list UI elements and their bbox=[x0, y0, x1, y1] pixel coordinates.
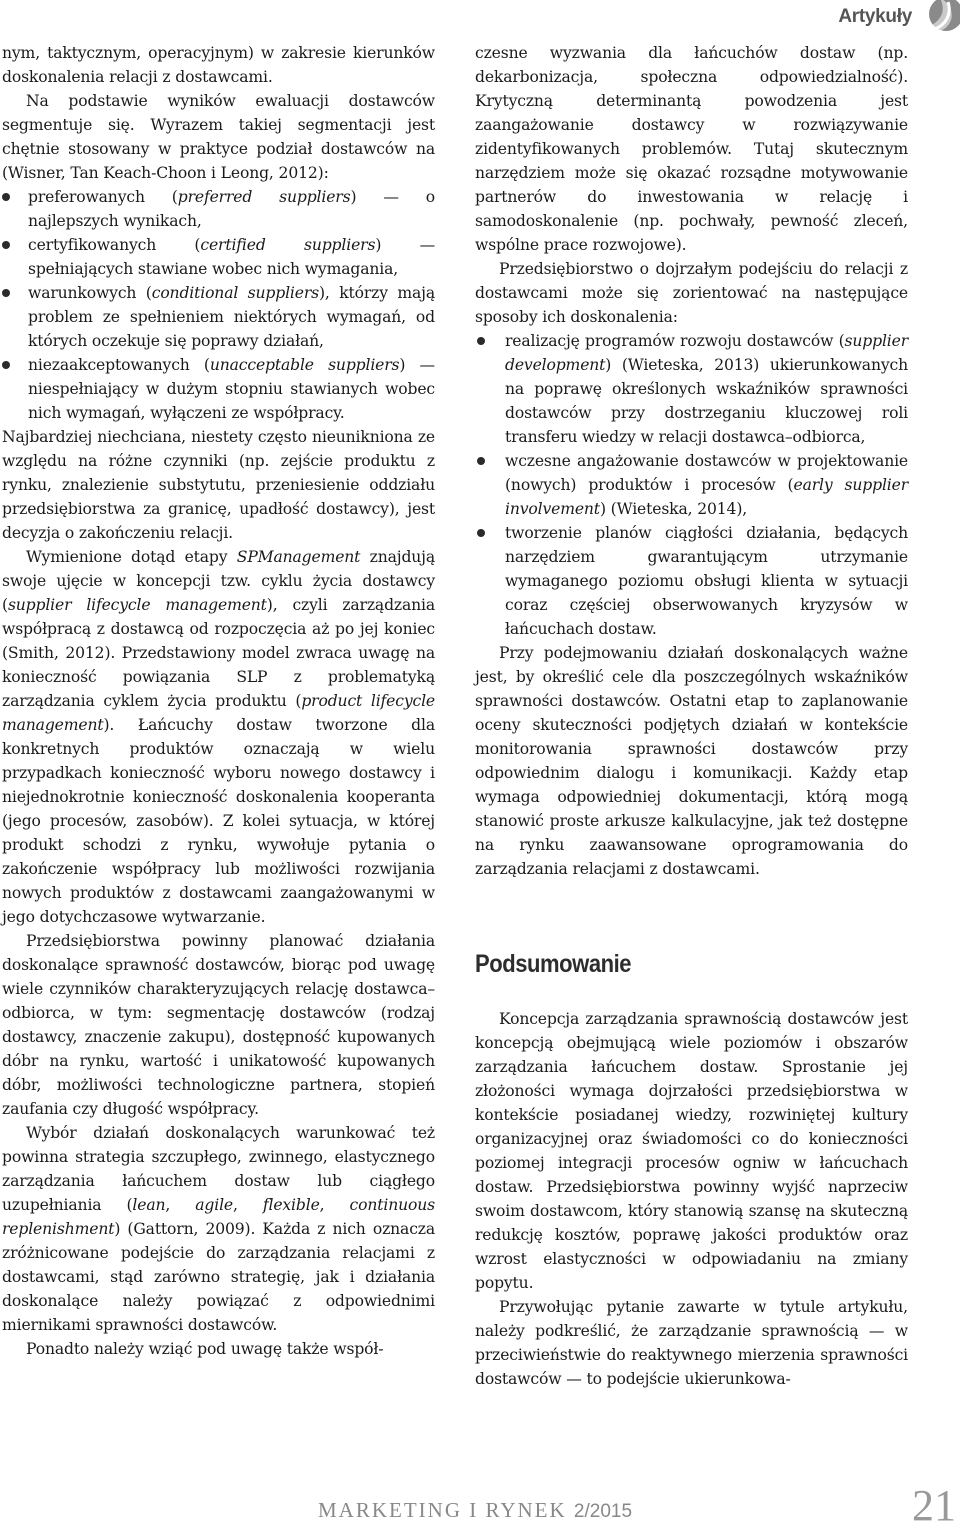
paragraph: Na podstawie wyników ewaluacji dostawców segmentuje się. Wyrazem takiej segmentacji jest chętnie stosowany w praktyce podział dostawców na (Wisner, Tan Keach-Choon i Leong, 2012): bbox=[2, 92, 435, 182]
paragraph: Wybór działań doskonalących warunkować też powinna strategia szczupłego, zwinnego, elastycznego zarządzania łańcuchem dostaw lub ciągłego uzupełniania (lean, agile, flexible, continuous replenishment) (Gattorn, 2009). Każda z nich oznacza zróżnicowane podejście do zarządzania relacjami z dostawcami, stąd zarówno strategię, jak i działania doskonalące należy powiązać z odpowiednimi miernikami sprawności dostawców. bbox=[2, 1124, 435, 1334]
list-item: preferowanych (preferred suppliers) — o najlepszych wynikach, bbox=[2, 185, 435, 233]
paragraph: Przy podejmowaniu działań doskonalących ważne jest, by określić cele dla poszczególnych wskaźników sprawności dostawców. Ostatni etap to zaplanowanie oceny skuteczności podjętych działań w kontekście monitorowania sprawności dostawców przy odpowiednim dialogu i komunikacji. Każdy etap wymaga odpowiedniej dokumentacji, którą mogą stanowić proste arkusze kalkulacyjne, jak też dostępne na rynku zaawansowane oprogramowania do zarządzania relacjami z dostawcami. bbox=[475, 644, 908, 878]
paragraph: Przywołując pytanie zawarte w tytule artykułu, należy podkreślić, że zarządzanie sprawnością — w przeciwieństwie do reaktywnego mierzenia sprawności dostawców — to podejście ukierunkowa- bbox=[475, 1298, 908, 1388]
paragraph: Ponadto należy wziąć pod uwagę także współ- bbox=[26, 1340, 384, 1358]
paragraph: Przedsiębiorstwo o dojrzałym podejściu do relacji z dostawcami może się zorientować na następujące sposoby ich doskonalenia: bbox=[475, 260, 908, 326]
page-number: 21 bbox=[912, 1481, 956, 1530]
improvement-methods-list bbox=[475, 329, 908, 641]
paragraph: czesne wyzwania dla łańcuchów dostaw (np. dekarbonizacja, społeczna odpowiedzialność). Krytyczną determinantą powodzenia jest zaangażowanie dostawcy w rozwiązywanie zidentyfikowanych problemów. Tutaj skutecznym narzędziem może się okazać rozsądne motywowanie partnerów do inwestowania w relację i samodoskonalenie (np. pochwały, pewność zleceń, wspólne prace rozwojowe). bbox=[475, 44, 908, 254]
list-item: certyfikowanych (certified suppliers) — spełniających stawiane wobec nich wymagania, bbox=[2, 233, 435, 281]
paragraph: Wymienione dotąd etapy SPManagement znajdują swoje ujęcie w koncepcji tzw. cyklu życia dostawcy (supplier lifecycle management), czyli zarządzania współpracą z dostawcą od rozpoczęcia aż po jej koniec (Smith, 2012). Przedstawiony model zwraca uwagę na konieczność powiązania SLP z problematyką zarządzania cyklem życia produktu (product lifecycle management). Łańcuchy dostaw tworzone dla konkretnych produktów oznaczają w wielu przypadkach konieczność wyboru nowego dostawcy i niejednokrotnie konieczność doskonalenia kooperanta (jego procesów, zasobów). Z kolei sytuacja, w której produkt schodzi z rynku, wywołuje pytania o zakończenie współpracy lub możliwości rozwijania nowych produktów z dostawcami zaangażowanymi w jego dotychczasowe wytwarzanie. bbox=[2, 548, 436, 926]
swoosh-circle-icon bbox=[916, 0, 960, 36]
list-item: realizację programów rozwoju dostawców (supplier development) (Wieteska, 2013) ukierunkowanych na poprawę określonych wskaźników sprawności dostawców przy dostrzeganiu kluczowej roli transferu wiedzy w relacji dostawca–odbiorca, bbox=[475, 329, 908, 449]
issue-number: 2/2015 bbox=[573, 1501, 633, 1522]
supplier-segments-list bbox=[2, 185, 435, 425]
section-tag: Artykuły bbox=[838, 6, 912, 27]
left-column bbox=[2, 41, 435, 1361]
list-item: warunkowych (conditional suppliers), którzy mają problem ze spełnieniem niektórych wymagań, od których oczekuje się poprawy działań, bbox=[2, 281, 435, 353]
list-item: wczesne angażowanie dostawców w projektowanie (nowych) produktów i procesów (early supplier involvement) (Wieteska, 2014), bbox=[475, 449, 908, 521]
section-heading: Podsumowanie bbox=[475, 950, 632, 978]
list-item: tworzenie planów ciągłości działania, będących narzędziem gwarantującym utrzymanie wymaganego poziomu obsługi klienta w sytuacji coraz częściej obserwowanych kryzysów w łańcuchach dostaw. bbox=[475, 521, 908, 641]
paragraph: Najbardziej niechciana, niestety często nieunikniona ze względu na różne czynniki (np. zejście produktu z rynku, znalezienie substytutu, przeniesienie oddziału przedsiębiorstwa za granicę, upadłość dostawcy), jest decyzja o zakończeniu relacji. bbox=[2, 428, 435, 542]
journal-name: MARKETING I RYNEK 2/2015 bbox=[318, 1498, 633, 1522]
paragraph: Koncepcja zarządzania sprawnością dostawców jest koncepcją obejmującą wiele poziomów i obszarów zarządzania łańcuchem dostaw. Sprostanie jej złożoności wymaga dojrzałości przedsiębiorstwa w kontekście posiadanej wiedzy, rozwiniętej kultury organizacyjnej oraz świadomości co do konieczności poziomej integracji procesów ogniw w łańcuchach dostaw. Przedsiębiorstwa powinny wyjść naprzeciw swoim dostawcom, który stanowią szansę na skuteczną redukcję kosztów, poprawę jakości produktów oraz wzrost elastyczności w odpowiadaniu na zmiany popytu. bbox=[475, 1010, 908, 1292]
list-item: niezaakceptowanych (unacceptable suppliers) — niespełniający w dużym stopniu stawianych wobec nich wymagań, wyłączeni ze współpracy. bbox=[2, 353, 435, 425]
paragraph: nym, taktycznym, operacyjnym) w zakresie kierunków doskonalenia relacji z dostawcami. bbox=[2, 44, 435, 86]
right-column bbox=[475, 41, 908, 1391]
paragraph: Przedsiębiorstwa powinny planować działania doskonalące sprawność dostawców, biorąc pod uwagę wiele czynników charakteryzujących relację dostawca–odbiorca, w tym: segmentację dostawców (rodzaj dostawcy, znaczenie zakupu), dostępność kupowanych dóbr na rynku, wartość i unikatowość kupowanych dóbr, możliwości technologiczne partnera, stopień zaufania czy długość współpracy. bbox=[2, 932, 435, 1118]
